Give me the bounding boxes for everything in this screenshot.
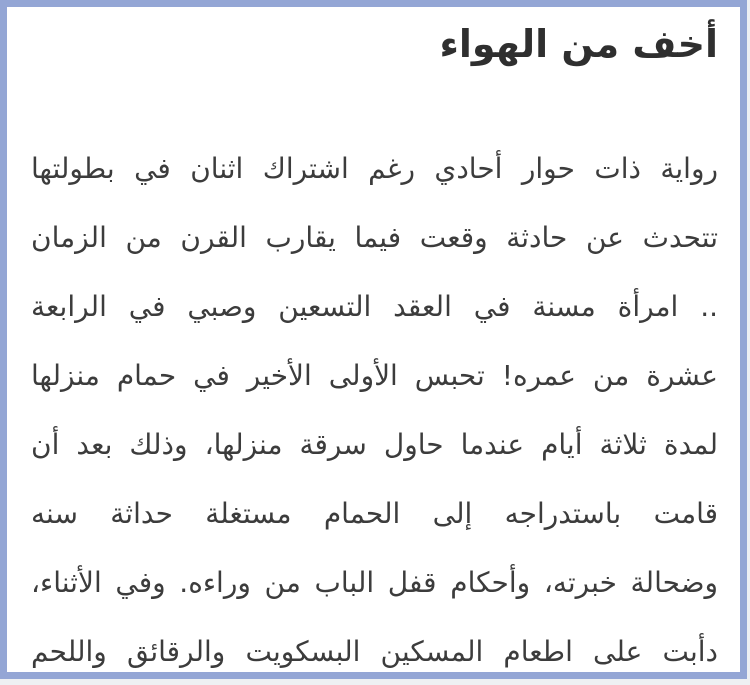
paragraph-line: .. امرأة مسنة في العقد التسعين وصبي في الرابعة [31, 290, 718, 324]
paragraph-line: رواية ذات حوار أحادي رغم اشتراك اثنان في بطولتها [31, 152, 718, 186]
article-body [31, 134, 718, 679]
page-title: أخف من الهواء [439, 22, 718, 66]
paragraph-line: قامت باستدراجه إلى الحمام مستغلة حداثة سنه [31, 497, 718, 531]
paragraph-line: عشرة من عمره! تحبس الأولى الأخير في حمام منزلها [31, 359, 718, 393]
paragraph-line: لمدة ثلاثة أيام عندما حاول سرقة منزلها، وذلك بعد أن [31, 428, 718, 462]
paragraph-line: تتحدث عن حادثة وقعت فيما يقارب القرن من الزمان [31, 221, 718, 255]
page-content [7, 7, 740, 679]
paragraph-line: وضحالة خبرته، وأحكام قفل الباب من وراءه. وفي الأثناء، [31, 566, 718, 600]
paragraph-line: دأبت على اطعام المسكين البسكويت والرقائق واللحم [31, 635, 718, 669]
